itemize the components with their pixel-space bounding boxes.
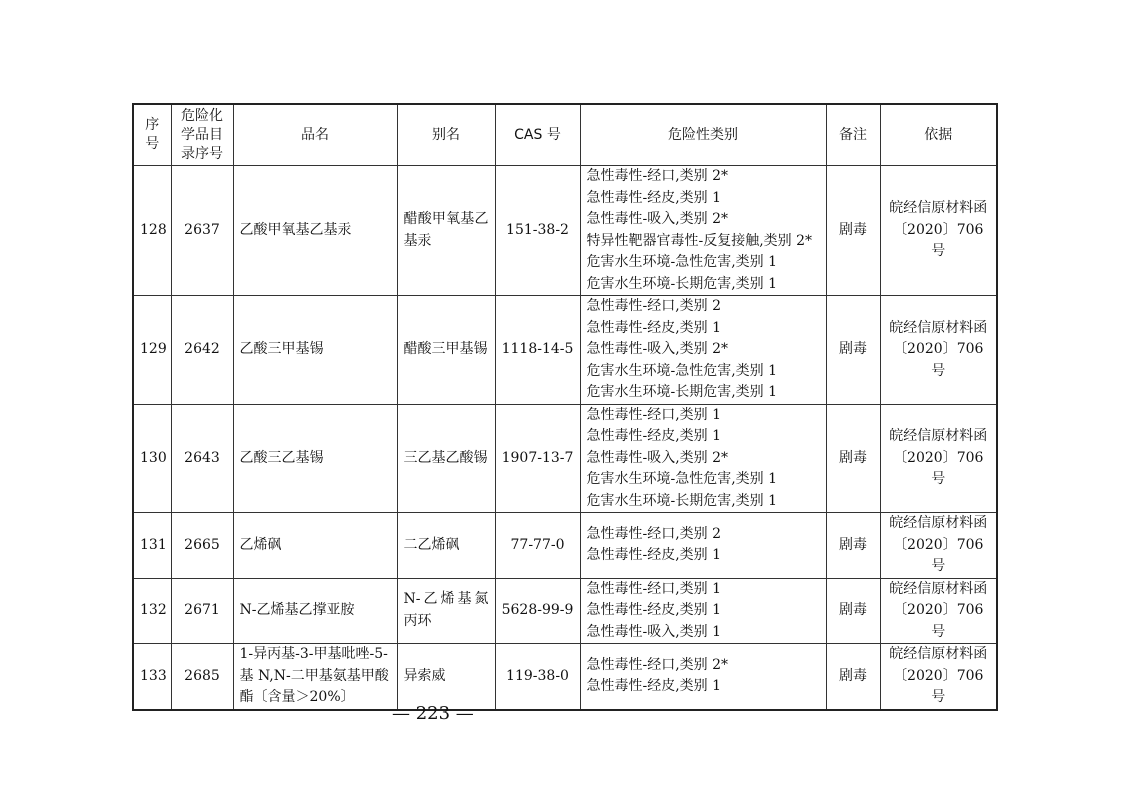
cell-alias: 二乙烯砜: [397, 513, 495, 579]
table-row: [133, 644, 997, 710]
header-alias: 别名: [397, 104, 495, 166]
cell-seq: 128: [133, 166, 171, 296]
cell-remark: 剧毒: [826, 513, 880, 579]
hazard-line: 急性毒性-经皮,类别 1: [586, 428, 722, 444]
cell-remark: 剧毒: [826, 296, 880, 405]
cell-catalog-no: 2643: [171, 404, 233, 513]
hazard-line: 危害水生环境-长期危害,类别 1: [586, 275, 778, 292]
cell-hazard: [580, 644, 826, 710]
cell-alias: 异索威: [397, 644, 495, 710]
cell-seq: 130: [133, 404, 171, 513]
cell-catalog-no: 2685: [171, 644, 233, 710]
basis-line-2: 〔2020〕706 号: [893, 341, 984, 379]
hazard-line: 急性毒性-经口,类别 2*: [586, 656, 729, 673]
basis-line-2: 〔2020〕706 号: [893, 221, 984, 260]
cell-remark: 剧毒: [826, 644, 880, 710]
hazardous-chemicals-table: [132, 103, 998, 711]
basis-line-1: 皖经信原材料函: [889, 428, 988, 444]
cell-basis: [880, 513, 997, 579]
cell-seq: 129: [133, 296, 171, 405]
hazard-line: 急性毒性-经皮,类别 1: [586, 189, 722, 206]
cell-name: 乙酸三甲基锡: [233, 296, 397, 405]
hazard-line: 急性毒性-经口,类别 1: [586, 406, 722, 423]
hazard-line: 急性毒性-经皮,类别 1: [586, 547, 722, 564]
cell-hazard: [580, 166, 826, 296]
header-hazard: 危险性类别: [580, 104, 826, 166]
cell-hazard: [580, 296, 826, 405]
hazard-line: 急性毒性-吸入,类别 1: [586, 623, 722, 640]
table-row: [133, 296, 997, 405]
cell-seq: 131: [133, 513, 171, 579]
table-row: [133, 166, 997, 296]
header-catalog-no: 危险化学品目录序号: [171, 104, 233, 166]
hazard-line: 危害水生环境-急性危害,类别 1: [586, 254, 778, 270]
table-row: [133, 513, 997, 579]
cell-cas: 151-38-2: [495, 166, 580, 296]
basis-line-1: 皖经信原材料函: [889, 515, 988, 531]
hazard-line: 危害水生环境-急性危害,类别 1: [586, 471, 778, 487]
hazard-line: 急性毒性-经口,类别 2: [586, 298, 722, 314]
basis-line-2: 〔2020〕706 号: [893, 602, 984, 640]
cell-cas: 1907-13-7: [495, 404, 580, 513]
cell-alias: 三乙基乙酸锡: [397, 404, 495, 513]
cell-basis: [880, 578, 997, 644]
basis-line-1: 皖经信原材料函: [889, 319, 988, 336]
header-basis: 依据: [880, 104, 997, 166]
cell-name: 乙酸甲氧基乙基汞: [233, 166, 397, 296]
cell-basis: [880, 166, 997, 296]
hazard-line: 急性毒性-吸入,类别 2*: [586, 341, 729, 357]
hazard-line: 急性毒性-经口,类别 2*: [586, 168, 729, 184]
hazard-line: 急性毒性-经皮,类别 1: [586, 678, 722, 695]
cell-catalog-no: 2671: [171, 578, 233, 644]
header-name: 品名: [233, 104, 397, 166]
hazard-line: 危害水生环境-长期危害,类别 1: [586, 492, 778, 509]
cell-hazard: [580, 513, 826, 579]
basis-line-1: 皖经信原材料函: [889, 646, 988, 662]
cell-basis: [880, 296, 997, 405]
hazard-line: 急性毒性-经口,类别 1: [586, 580, 722, 597]
cell-basis: [880, 404, 997, 513]
hazard-line: 急性毒性-吸入,类别 2*: [586, 449, 729, 466]
hazard-line: 特异性靶器官毒性-反复接触,类别 2*: [586, 232, 813, 249]
hazard-line: 危害水生环境-长期危害,类别 1: [586, 384, 778, 400]
cell-cas: 1118-14-5: [495, 296, 580, 405]
table-body: [133, 166, 997, 710]
hazard-line: 急性毒性-经皮,类别 1: [586, 602, 722, 618]
cell-remark: 剧毒: [826, 404, 880, 513]
cell-catalog-no: 2637: [171, 166, 233, 296]
basis-line-2: 〔2020〕706 号: [893, 667, 984, 705]
basis-line-1: 皖经信原材料函: [889, 200, 988, 217]
hazard-line: 危害水生环境-急性危害,类别 1: [586, 362, 778, 379]
hazard-line: 急性毒性-吸入,类别 2*: [586, 211, 729, 227]
header-seq: 序号: [133, 104, 171, 166]
cell-name: 乙烯砜: [233, 513, 397, 579]
page-number: — 223 —: [392, 703, 474, 724]
cell-seq: 132: [133, 578, 171, 644]
cell-catalog-no: 2642: [171, 296, 233, 405]
cell-cas: 119-38-0: [495, 644, 580, 710]
cell-cas: 5628-99-9: [495, 578, 580, 644]
header-cas: CAS 号: [495, 104, 580, 166]
cell-alias: 醋酸三甲基锡: [397, 296, 495, 405]
hazard-line: 急性毒性-经皮,类别 1: [586, 319, 722, 336]
cell-remark: 剧毒: [826, 166, 880, 296]
basis-line-1: 皖经信原材料函: [889, 580, 988, 597]
cell-basis: [880, 644, 997, 710]
cell-seq: 133: [133, 644, 171, 710]
cell-remark: 剧毒: [826, 578, 880, 644]
cell-cas: 77-77-0: [495, 513, 580, 579]
header-remark: 备注: [826, 104, 880, 166]
cell-name: 乙酸三乙基锡: [233, 404, 397, 513]
cell-alias: 醋酸甲氧基乙基汞: [397, 166, 495, 296]
table-row: [133, 404, 997, 513]
cell-hazard: [580, 404, 826, 513]
cell-catalog-no: 2665: [171, 513, 233, 579]
hazard-line: 急性毒性-经口,类别 2: [586, 525, 722, 542]
table-header-row: [133, 104, 997, 166]
cell-name: 1-异丙基-3-甲基吡唑-5-基 N,N-二甲基氨基甲酸酯〔含量＞20%〕: [233, 644, 397, 710]
cell-alias: N-乙烯基氮丙环: [397, 578, 495, 644]
basis-line-2: 〔2020〕706 号: [893, 536, 984, 574]
basis-line-2: 〔2020〕706 号: [893, 449, 984, 487]
cell-hazard: [580, 578, 826, 644]
table-row: [133, 578, 997, 644]
cell-name: N-乙烯基乙撑亚胺: [233, 578, 397, 644]
